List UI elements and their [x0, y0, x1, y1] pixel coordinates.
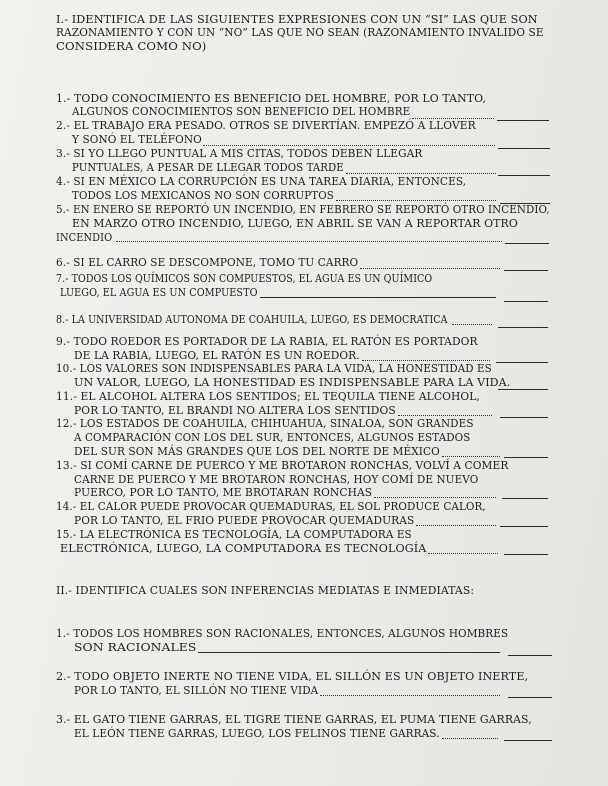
item-1-line: ALGUNOS CONOCIMIENTOS SON BENEFICIO DEL HOMBRE: [72, 104, 411, 118]
section1-heading-line: RAZONAMIENTO Y CON UN “NO” LAS QUE NO SEAN (RAZONAMIENTO INVALIDO SE: [56, 25, 544, 39]
item-15-line: ELECTRÓNICA, LUEGO, LA COMPUTADORA ES TECNOLOGÍA: [60, 541, 427, 555]
section2-item-2-line: POR LO TANTO, EL SILLÓN NO TIENE VIDA: [74, 683, 319, 697]
item-7-line: LUEGO, EL AGUA ES UN COMPUESTO: [60, 285, 258, 299]
item-13-line: PUERCO, POR LO TANTO, ME BROTARAN RONCHAS: [74, 485, 373, 499]
answer-line-15[interactable]: [504, 554, 548, 555]
item-13-line: 13.- SI COMÍ CARNE DE PUERCO Y ME BROTARON RONCHAS, VOLVÍ A COMER: [56, 458, 509, 472]
answer-blank-15[interactable]: [428, 553, 498, 554]
section2-item-3-line: EL LEÓN TIENE GARRAS, LUEGO, LOS FELINOS TIENE GARRAS.: [74, 726, 440, 740]
answer-line-6[interactable]: [504, 270, 548, 271]
answer-blank-12[interactable]: [442, 456, 500, 457]
answer-line-2[interactable]: [498, 148, 550, 149]
answer-line-7[interactable]: [504, 301, 548, 302]
item-13-line: CARNE DE PUERCO Y ME BROTARON RONCHAS, HOY COMÍ DE NUEVO: [74, 472, 479, 486]
answer-blank-8[interactable]: [452, 324, 492, 325]
item-4-line: 4.- SI EN MÉXICO LA CORRUPCIÓN ES UNA TAREA DIARIA, ENTONCES,: [56, 174, 467, 188]
item-15-line: 15.- LA ELECTRÓNICA ES TECNOLOGÍA, LA COMPUTADORA ES: [56, 527, 412, 541]
answer-blank-14[interactable]: [416, 525, 496, 526]
item-4-line: TODOS LOS MEXICANOS NO SON CORRUPTOS: [72, 188, 334, 202]
item-14-line: POR LO TANTO, EL FRIO PUEDE PROVOCAR QUEMADURAS: [74, 513, 415, 527]
item-14-line: 14.- EL CALOR PUEDE PROVOCAR QUEMADURAS, EL SOL PRODUCE CALOR,: [56, 499, 486, 513]
item-9-line: DE LA RABIA, LUEGO, EL RATÓN ES UN ROEDOR.: [74, 348, 360, 362]
item-6-line: 6.- SI EL CARRO SE DESCOMPONE, TOMO TU CARRO: [56, 255, 359, 269]
answer-blank-4[interactable]: [336, 200, 496, 201]
s2-answer-blank-3[interactable]: [442, 738, 498, 739]
item-3-line: 3.- SI YO LLEGO PUNTUAL A MIS CITAS, TODOS DEBEN LLEGAR: [56, 146, 423, 160]
answer-line-10[interactable]: [498, 389, 548, 390]
item-7-line: 7.- TODOS LOS QUÍMICOS SON COMPUESTOS, EL AGUA ES UN QUÍMICO: [56, 271, 433, 285]
item-3-line: PUNTUALES, A PESAR DE LLEGAR TODOS TARDE: [72, 160, 344, 174]
item-5-line: INCENDIO: [56, 230, 113, 244]
s2-answer-blank-1[interactable]: [198, 652, 500, 653]
item-8-line: 8.- LA UNIVERSIDAD AUTONOMA DE COAHUILA, LUEGO, ES DEMOCRATICA: [56, 312, 448, 326]
section2-item-1-line: 1.- TODOS LOS HOMBRES SON RACIONALES, ENTONCES, ALGUNOS HOMBRES: [56, 626, 509, 640]
s2-answer-line-2[interactable]: [508, 697, 552, 698]
answer-line-1[interactable]: [497, 120, 549, 121]
item-11-line: 11.- EL ALCOHOL ALTERA LOS SENTIDOS; EL TEQUILA TIENE ALCOHOL,: [56, 389, 480, 403]
answer-line-13[interactable]: [502, 498, 548, 499]
section1-heading-line: CONSIDERA COMO NO): [56, 39, 207, 53]
answer-line-3[interactable]: [498, 175, 550, 176]
answer-line-8[interactable]: [498, 327, 548, 328]
s2-answer-line-3[interactable]: [504, 740, 552, 741]
item-9-line: 9.- TODO ROEDOR ES PORTADOR DE LA RABIA, EL RATÓN ES PORTADOR: [56, 334, 478, 348]
section2-item-2-line: 2.- TODO OBJETO INERTE NO TIENE VIDA, EL SILLÓN ES UN OBJETO INERTE,: [56, 669, 529, 683]
item-10-line: 10.- LOS VALORES SON INDISPENSABLES PARA LA VIDA, LA HONESTIDAD ES: [56, 361, 492, 375]
answer-line-11[interactable]: [500, 417, 548, 418]
item-5-line: EN MARZO OTRO INCENDIO, LUEGO, EN ABRIL SE VAN A REPORTAR OTRO: [72, 216, 518, 230]
item-1-line: 1.- TODO CONOCIMIENTO ES BENEFICIO DEL HOMBRE, POR LO TANTO,: [56, 91, 487, 105]
section2-heading: II.- IDENTIFICA CUALES SON INFERENCIAS MEDIATAS E INMEDIATAS:: [56, 583, 475, 597]
section2-item-3-line: 3.- EL GATO TIENE GARRAS, EL TIGRE TIENE GARRAS, EL PUMA TIENE GARRAS,: [56, 712, 532, 726]
item-12-line: 12.- LOS ESTADOS DE COAHUILA, CHIHUAHUA, SINALOA, SON GRANDES: [56, 416, 474, 430]
answer-line-9[interactable]: [496, 362, 548, 363]
answer-line-14[interactable]: [500, 526, 548, 527]
item-2-line: Y SONÓ EL TELÉFONO: [72, 132, 202, 146]
s2-answer-blank-2[interactable]: [320, 695, 500, 696]
section2-item-1-line: SON RACIONALES: [74, 640, 197, 654]
item-12-line: A COMPARACIÓN CON LOS DEL SUR, ENTONCES, ALGUNOS ESTADOS: [74, 430, 471, 444]
item-12-line: DEL SUR SON MÁS GRANDES QUE LOS DEL NORTE DE MÉXICO: [74, 444, 440, 458]
answer-blank-5[interactable]: [116, 241, 502, 242]
item-10-line: UN VALOR, LUEGO, LA HONESTIDAD ES INDISPENSABLE PARA LA VIDA.: [74, 375, 511, 389]
answer-blank-13[interactable]: [374, 497, 496, 498]
answer-line-5[interactable]: [505, 243, 549, 244]
answer-line-12[interactable]: [504, 457, 548, 458]
answer-blank-6[interactable]: [360, 268, 500, 269]
s2-answer-line-1[interactable]: [508, 655, 552, 656]
item-5-line: 5.- EN ENERO SE REPORTÓ UN INCENDIO, EN FEBRERO SE REPORTÓ OTRO INCENDIO,: [56, 202, 550, 216]
answer-blank-7[interactable]: [260, 297, 496, 298]
item-11-line: POR LO TANTO, EL BRANDI NO ALTERA LOS SENTIDOS: [74, 403, 396, 417]
section1-heading-line: I.- IDENTIFICA DE LAS SIGUIENTES EXPRESIONES CON UN “SI” LAS QUE SON: [56, 12, 538, 26]
item-2-line: 2.- EL TRABAJO ERA PESADO. OTROS SE DIVERTÍAN. EMPEZÓ A LLOVER: [56, 118, 476, 132]
